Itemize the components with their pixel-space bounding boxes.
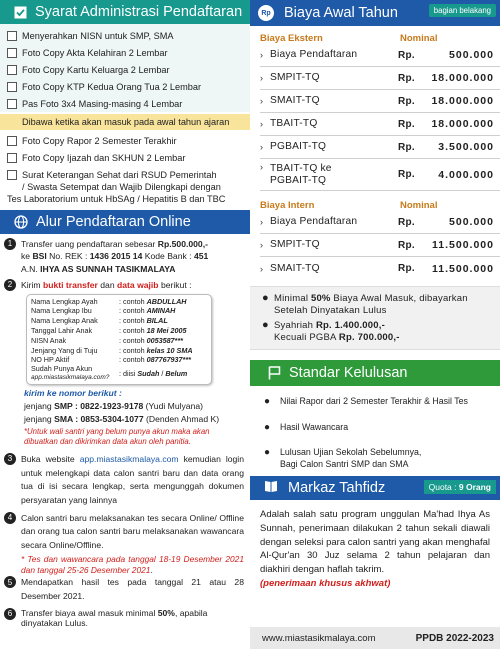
requirements-note: Dibawa ketika akan masuk pada awal tahun ajaran (0, 114, 250, 130)
form-row: Jenjang Yang di Tuju : contoh kelas 10 SMA (31, 345, 193, 355)
contact-list (4, 387, 244, 426)
requirements-title: Syarat Administrasi Pendaftaran (35, 4, 243, 20)
requirements-header (0, 0, 250, 24)
standards-title: Standar Kelulusan (289, 365, 408, 381)
back-side-badge: bagian belakang (429, 4, 496, 17)
chevron-right-icon: › (260, 162, 263, 172)
special-note: (penerimaan khusus akhwat) (260, 577, 391, 589)
step-4: 4 Calon santri baru melaksanakan tes secara Online/ Offline dan orang tua calon santri baru melaksanakan wawancara secara Online/Offline. * Tes dan wawancara pada tanggal 18-19 Desember 2021 dan tanggal 25-26 Desember 2021. (4, 512, 244, 576)
checkbox-icon (7, 31, 17, 41)
website-link[interactable]: app.miastasikmalaya.com (79, 454, 179, 465)
chevron-right-icon: › (260, 119, 263, 129)
chevron-right-icon: › (260, 96, 263, 106)
footer (250, 627, 500, 649)
right-column (250, 0, 500, 649)
list-item: ● Syahriah Rp. 1.400.000,- Kecuali PGBA Rp. 700.000,- (262, 319, 400, 343)
flow-header (0, 210, 250, 234)
step-1: 1 Transfer uang pendaftaran sebesar Rp.500.000,- ke BSI No. REK : 1436 2015 14 Kode Bank : 451 A.N. IHYA AS SUNNAH TASIKMALAYA (4, 238, 244, 275)
table-row: › TBAIT-TQ Rp. 18.000.000 (260, 113, 500, 136)
list-item: Foto Copy Rapor 2 Semester Terakhir (4, 132, 246, 149)
table-row: › SMAIT-TQ Rp. 18.000.000 (260, 90, 500, 113)
checkbox-icon (7, 82, 17, 92)
list-item: Foto Copy Ijazah dan SKHUN 2 Lembar (4, 149, 246, 166)
fees-header (250, 0, 500, 26)
list-item: Foto Copy Kartu Keluarga 2 Lembar (4, 61, 246, 78)
table-row: › PGBAIT-TQ Rp. 3.500.000 (260, 136, 500, 159)
list-item: Foto Copy Akta Kelahiran 2 Lembar (4, 44, 246, 61)
required-data-form (26, 294, 212, 386)
table-row: › TBAIT-TQ ke PGBAIT-TQ Rp. 4.000.000 (260, 159, 500, 191)
chevron-right-icon: › (260, 142, 263, 152)
tahfidz-header (250, 476, 500, 500)
checkbox-icon (7, 99, 17, 109)
fees-intern: Biaya Intern Nominal › Biaya Pendaftaran Rp. 500.000 › SMPIT-TQ Rp. 11.500.000 › SMAIT-TQ Rp. 11.500.000 (250, 193, 500, 280)
table-row: › SMPIT-TQ Rp. 11.500.000 (260, 234, 500, 257)
chevron-right-icon: › (260, 263, 263, 274)
list-item: Pas Foto 3x4 Masing-masing 4 Lembar (4, 95, 246, 112)
checkbox-icon (7, 153, 17, 163)
checkbox-icon (7, 170, 17, 180)
form-row: Nama Lengkap Anak : contoh BILAL (31, 316, 168, 326)
list-item: ● Minimal 50% Biaya Awal Masuk, dibayarkan Setelah Dinyatakan Lulus (262, 292, 468, 316)
account-warning: *Untuk wali santri yang belum punya akun maka akan dibuatkan dan dikirimkan data akun oleh panitia. (24, 427, 210, 447)
form-row: NO HP Aktif : contoh 087767937*** (31, 355, 191, 365)
standards-list (250, 386, 500, 470)
step-5: 5 Mendapatkan hasil tes pada tanggal 21 atau 28 Desember 2021. (4, 576, 244, 603)
flag-icon (268, 366, 281, 380)
footer-url[interactable]: www.miastasikmalaya.com (262, 632, 376, 644)
quota-badge: Quota : 9 Orang (424, 480, 496, 494)
globe-icon (14, 215, 28, 229)
book-icon (264, 480, 278, 497)
chevron-right-icon: › (260, 240, 263, 250)
fees-title: Biaya Awal Tahun (284, 5, 398, 21)
list-item: Foto Copy KTP Kedua Orang Tua 2 Lembar (4, 78, 246, 95)
table-row: › SMPIT-TQ Rp. 18.000.000 (260, 67, 500, 90)
form-row: Nama Lengkap Ayah : contoh ABDULLAH (31, 296, 187, 306)
checkbox-icon (7, 48, 17, 58)
tahfidz-description: Adalah salah satu program unggulan Ma'had Ihya As Sunnah, penerimaan dilakukan 2 tahun sekali diawali dengan seleksi para calon santri yang akan menghafal Al-Qur'an 30 Juz selama 2 tahun pelajaran dan diakhiri dengan haflah takrim. (penerimaan khusus akhwat) (260, 509, 490, 589)
table-row: › Biaya Pendaftaran Rp. 500.000 (260, 44, 500, 67)
requirements-list (0, 24, 250, 112)
tahfidz-title: Markaz Tahfidz (288, 480, 386, 496)
list-item: Surat Keterangan Sehat dari RSUD Pemerintah / Swasta Setempat dan Wajib Dilengkapi dengan Tes Laboratorium untuk HbSAg / Hepatitis B dan TBC (7, 169, 226, 204)
chevron-right-icon: › (260, 50, 263, 60)
standards-header (250, 360, 500, 386)
fees-ekstern: Biaya Ekstern Nominal › Biaya Pendaftaran Rp. 500.000 › SMPIT-TQ Rp. 18.000.000 › SMAIT-TQ Rp. 18.000.000 › TBAIT-TQ Rp. 18.000.000 › PGBAIT-TQ Rp. 3.500.000 › TBAIT-TQ ke PGBAIT-TQ Rp. 4.000.000 (250, 26, 500, 191)
requirements-list-2 (0, 132, 250, 209)
form-row: Tanggal Lahir Anak : contoh 18 Mei 2005 (31, 326, 187, 336)
flow-title: Alur Pendaftaran Online (36, 214, 191, 230)
list-item: ● Nilai Rapor dari 2 Semester Terakhir & Hasil Tes (264, 396, 468, 407)
chevron-right-icon: › (260, 217, 263, 227)
contact-smp: jenjang SMP : 0822-1923-9178 (Yudi Mulyana) (24, 401, 204, 412)
rupiah-icon: Rp (258, 5, 274, 21)
step-2: 2 Kirim bukti transfer dan data wajib berikut : (4, 279, 244, 291)
list-item: Menyerahkan NISN untuk SMP, SMA (4, 27, 246, 44)
table-row: › Biaya Pendaftaran Rp. 500.000 (260, 211, 500, 234)
footer-year: PPDB 2022-2023 (415, 632, 494, 644)
form-row: Nama Lengkap Ibu : contoh AMINAH (31, 306, 176, 316)
table-row: › SMAIT-TQ Rp. 11.500.000 (260, 262, 494, 275)
chevron-right-icon: › (260, 73, 263, 83)
step-3: 3 Buka website app.miastasikmalaya.com kemudian login untuk melengkapi data calon santri baru dan data orang tua di isi secara lengkap, serta mengunggah dokumen persyaratan yang lainnya (4, 453, 244, 507)
list-item: ● Hasil Wawancara (264, 421, 349, 433)
step-6: 6 Transfer biaya awal masuk minimal 50%, apabila dinyatakan Lulus. (4, 608, 244, 628)
contact-title: kirim ke nomor berikut : (24, 388, 122, 399)
flow-steps (0, 234, 250, 628)
list-item: ● Lulusan Ujian Sekolah Sebelumnya, Bagi Calon Santri SMP dan SMA (264, 447, 422, 469)
form-row: NISN Anak : contoh 0053587*** (31, 335, 183, 345)
fees-notes (250, 286, 500, 350)
check-square-icon (14, 6, 27, 19)
checkbox-icon (7, 136, 17, 146)
checkbox-icon (7, 65, 17, 75)
contact-sma: jenjang SMA : 0853-5304-1077 (Denden Ahmad K) (24, 414, 220, 425)
form-row: Sudah Punya Akun app.miastasikmalaya.com? : diisi Sudah / Belum (31, 364, 188, 382)
